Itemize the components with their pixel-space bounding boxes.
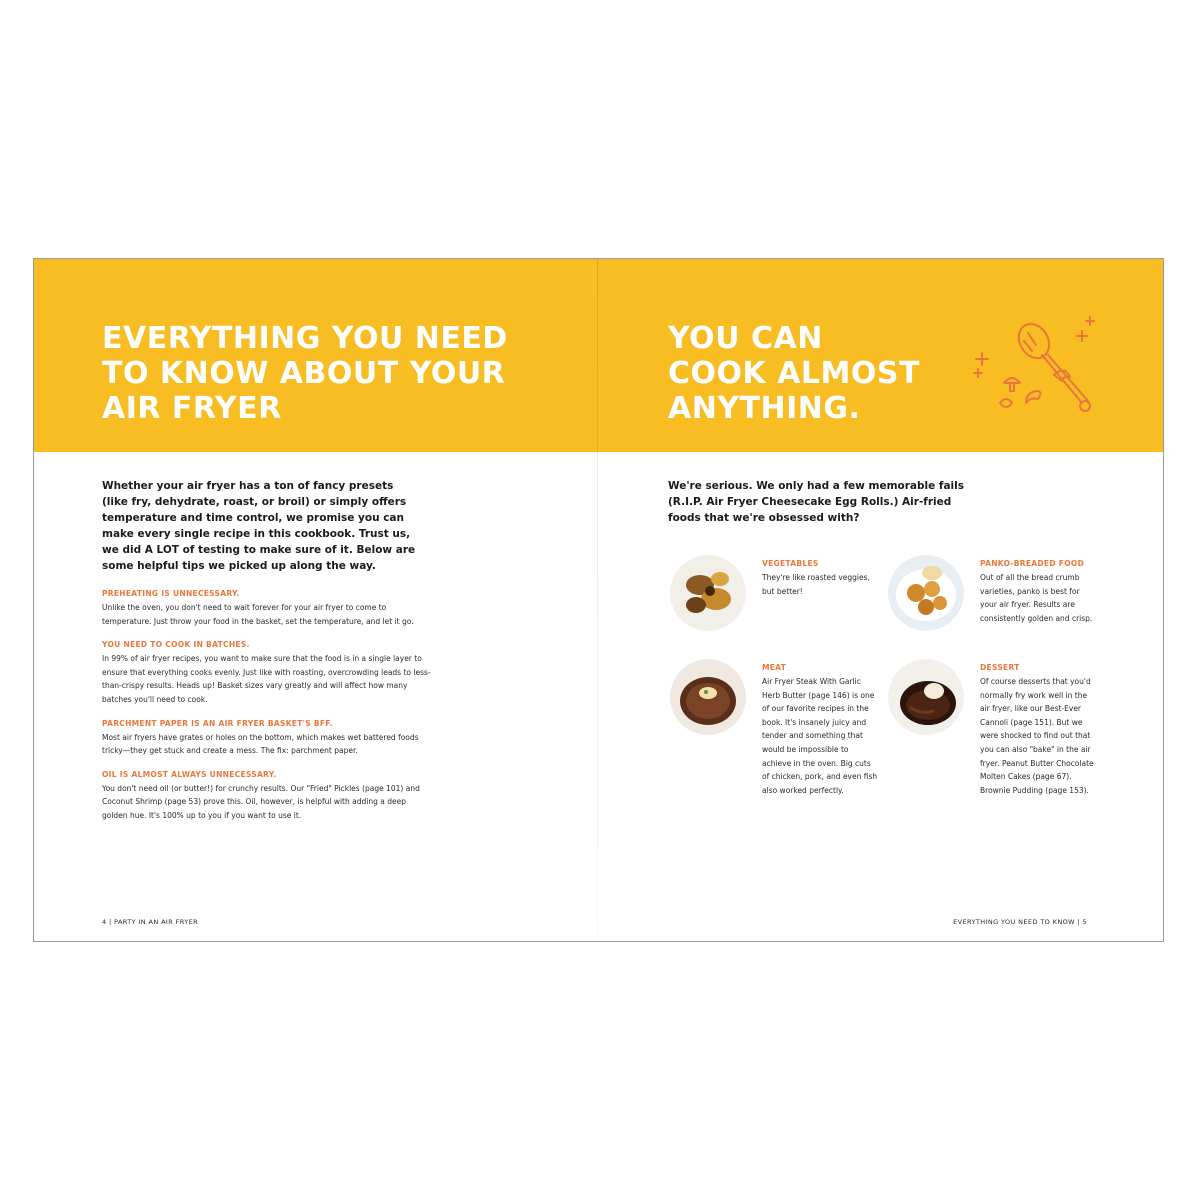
dessert-photo-icon (888, 659, 964, 735)
tip-body: You don't need oil (or butter!) for crunchy results. Our "Fried" Pickles (page 101) and Coconut Shrimp (page 53) prove this. Oil, however, is helpful with adding a deep golden hue. It's 100% up to you if you want to use it. (102, 783, 420, 820)
tip-item (102, 770, 432, 823)
food-body: They're like roasted veggies, but better! (762, 573, 870, 596)
tip-body: In 99% of air fryer recipes, you want to make sure that the food is in a single layer to ensure that everything cooks evenly. Just like with roasting, overcrowding leads to less-than-crispy results. Heads up! Basket sizes vary greatly and will affect how many batches you'll need to cook. (102, 654, 431, 704)
tip-item (102, 719, 432, 758)
right-page-heading (668, 321, 920, 426)
meat-text (762, 663, 880, 797)
tip-body: Most air fryers have grates or holes on the bottom, which makes wet battered foods tricky—they get stuck and create a mess. The fix: parchment paper. (102, 732, 419, 756)
tip-title: YOU NEED TO COOK IN BATCHES. (102, 640, 250, 650)
page-gutter (597, 259, 598, 941)
tip-title: OIL IS ALMOST ALWAYS UNNECESSARY. (102, 769, 277, 779)
panko-photo (888, 555, 964, 631)
right-heading-line-2: COOK ALMOST (668, 356, 920, 391)
left-heading-line-1: EVERYTHING YOU NEED (102, 321, 508, 356)
vegetables-photo-icon (670, 555, 746, 631)
food-title: PANKO-BREADED FOOD (980, 559, 1085, 568)
food-body: Air Fryer Steak With Garlic Herb Butter (page 146) is one of our favorite recipes in the book. It's insanely juicy and tender and something that would be impossible to achieve in the oven. Big cuts of chicken, pork, and even fish also worked perfectly. (762, 677, 878, 795)
food-title: DESSERT (980, 663, 1020, 672)
tips-list (102, 589, 432, 835)
vegetables-text (762, 559, 880, 598)
dessert-text (980, 663, 1098, 797)
panko-photo-icon (888, 555, 964, 631)
panko-text (980, 559, 1098, 625)
vegetables-photo (670, 555, 746, 631)
tip-title: PREHEATING IS UNNECESSARY. (102, 589, 240, 598)
right-heading-line-1: YOU CAN (668, 321, 823, 356)
left-heading-line-3: AIR FRYER (102, 391, 282, 426)
food-title: MEAT (762, 663, 787, 672)
right-page-footer: EVERYTHING YOU NEED TO KNOW | 5 (953, 918, 1087, 926)
left-heading-line-2: TO KNOW ABOUT YOUR (102, 356, 506, 391)
right-heading-line-3: ANYTHING. (668, 391, 861, 426)
tip-body: Unlike the oven, you don't need to wait forever for your air fryer to come to temperature. Just throw your food in the basket, set the temperature, and let it go. (102, 603, 414, 626)
left-intro-paragraph: Whether your air fryer has a ton of fancy presets (like fry, dehydrate, roast, or broil) or simply offers temperature and time control, we promise you can make every single recipe in this cookbook. Trust us, we did A LOT of testing to make sure of it. Below are some helpful tips we picked up along the way. (102, 480, 416, 572)
food-body: Out of all the bread crumb varieties, panko is best for your air fryer. Results are consistently golden and crisp. (980, 573, 1093, 623)
tip-title: PARCHMENT PAPER IS AN AIR FRYER BASKET'S BFF. (102, 718, 333, 728)
right-intro-paragraph: We're serious. We only had a few memorable fails (R.I.P. Air Fryer Cheesecake Egg Rolls.) Air-fried foods that we're obsessed with? (668, 480, 964, 524)
meat-photo-icon (670, 659, 746, 735)
food-title: VEGETABLES (762, 559, 819, 568)
meat-photo (670, 659, 746, 735)
tip-item (102, 640, 432, 706)
left-page-footer: 4 | PARTY IN AN AIR FRYER (102, 918, 199, 926)
left-page-heading (102, 321, 508, 426)
air-fryer-food-doodle-icon (964, 311, 1109, 429)
book-spread (33, 258, 1164, 942)
dessert-photo (888, 659, 964, 735)
tip-item (102, 589, 432, 628)
food-body: Of course desserts that you'd normally fry work well in the air fryer, like our Best-Ever Cannoli (page 151). But we were shocked to find out that you can also "bake" in the air fryer. Peanut Butter Chocolate Molten Cakes (page 67). Brownie Pudding (page 153). (980, 677, 1094, 795)
